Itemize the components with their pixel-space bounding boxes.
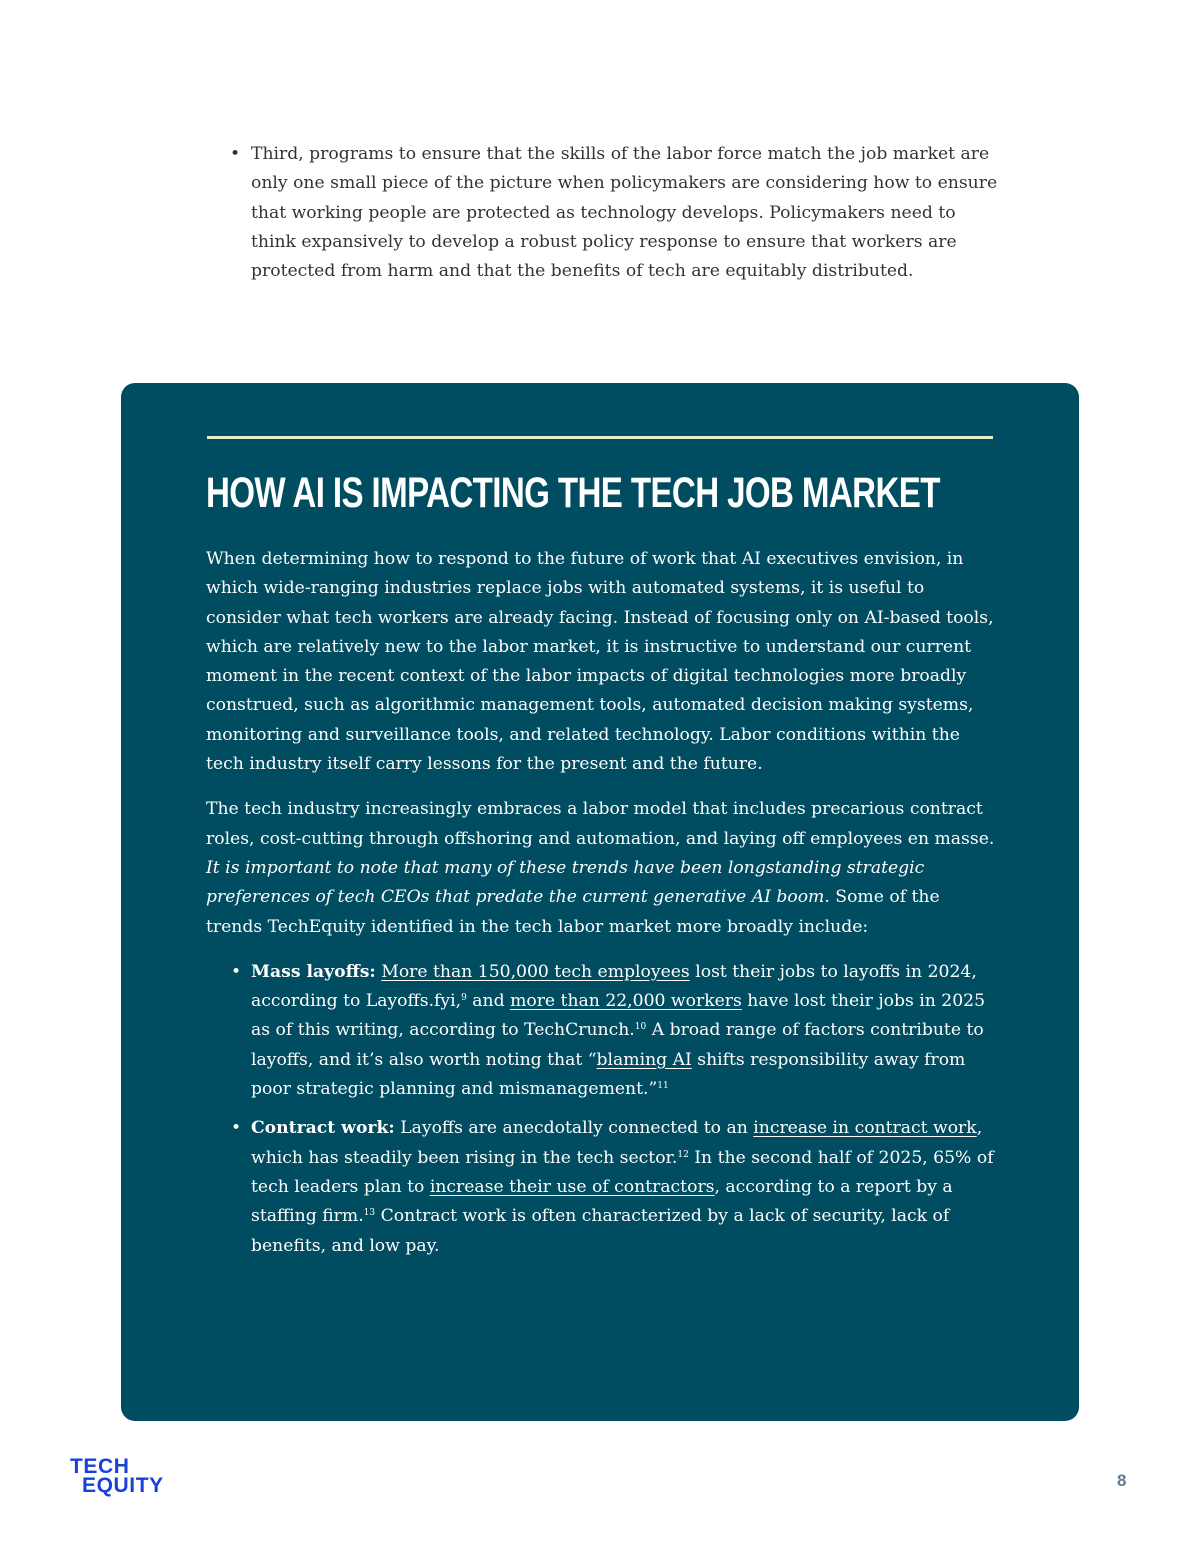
trend-text: Layoffs are anecdotally connected to an [400,1118,748,1139]
link-22000-workers[interactable]: more than 22,000 workers [510,991,742,1012]
footnote-ref[interactable]: 12 [677,1149,689,1160]
bullet-icon: • [230,144,241,164]
footnote-ref[interactable]: 10 [634,1022,647,1033]
footnote-ref[interactable]: 13 [363,1208,376,1219]
intro-bullet-item [230,140,1000,286]
link-increase-in-contract-work[interactable]: increase in contract work [753,1118,977,1139]
trend-text: A broad range of factors contribute to layoffs, and it’s also worth noting that “ [251,1020,984,1070]
trend-text: In the second half of 2025, 65% of tech leaders plan to [251,1147,994,1197]
page-number: 8 [1117,1471,1127,1490]
link-blaming-ai[interactable]: blaming AI [596,1049,692,1070]
trend-text: , which has steadily been rising in the tech sector. [251,1118,983,1168]
logo-line-1: TECH [70,1455,130,1478]
link-150000-tech-employees[interactable]: More than 150,000 tech employees [381,961,690,982]
trend-contract-work [231,1114,998,1260]
trend-title: Mass layoffs: [251,961,376,982]
bullet-icon: • [231,961,242,982]
trend-text: have lost their jobs in 2025 as of this writing, according to TechCrunch. [251,991,986,1041]
para2-text-end: Some of the trends TechEquity identified in the tech labor market more broadly include: [206,887,940,937]
link-increase-use-of-contractors[interactable]: increase their use of contractors [429,1176,715,1197]
para2-text-start: The tech industry increasingly embraces a labor model that includes precarious contract roles, cost-cutting through offshoring and automation, and laying off employees en masse. [206,799,995,849]
trend-text: shifts responsibility away from poor strategic planning and mismanagement.” [251,1049,966,1100]
techequity-logo [70,1457,164,1495]
intro-text: Third, programs to ensure that the skills of the labor force match the job market are only one small piece of the picture when policymakers are considering how to ensure that working people are protected as technology develops. Policymakers need to think expansively to develop a robust policy response to ensure that workers are protected from harm and that the benefits of tech are equitably distributed. [251,144,998,282]
trend-title: Contract work: [251,1118,395,1139]
accent-divider [207,436,993,439]
footnote-ref[interactable]: 9 [461,993,467,1004]
trend-text: Contract work is often characterized by a lack of security, lack of benefits, and low pay. [251,1206,950,1256]
card-paragraph-1: When determining how to respond to the future of work that AI executives envision, in which wide-ranging industries replace jobs with automated systems, it is useful to consider what tech workers are already facing. Instead of focusing only on AI-based tools, which are relatively new to the labor market, it is instructive to understand our current moment in the recent context of the labor impacts of digital technologies more broadly construed, such as algorithmic management tools, automated decision making systems, monitoring and surveillance tools, and related technology. Labor conditions within the tech industry itself carry lessons for the present and the future. [206,549,994,775]
trend-text: lost their jobs to layoffs in 2024, according to Layoffs.fyi, [251,961,977,1012]
callout-card [121,383,1079,1421]
intro-list [230,140,1000,286]
trend-text: , according to a report by a staffing firm. [251,1176,953,1227]
para2-italic-text: It is important to note that many of these trends have been longstanding strategic preferences of tech CEOs that predate the current generative AI boom. [206,857,925,908]
trend-mass-layoffs [231,958,998,1104]
trend-text: and [472,991,505,1012]
bullet-icon: • [231,1118,242,1139]
footnote-ref[interactable]: 11 [657,1081,669,1092]
card-paragraph-2 [206,795,998,941]
logo-line-2: EQUITY [82,1474,164,1497]
card-heading: HOW AI IS IMPACTING THE TECH JOB MARKET [206,469,940,517]
card-body [206,545,998,1271]
trends-list [206,958,998,1261]
